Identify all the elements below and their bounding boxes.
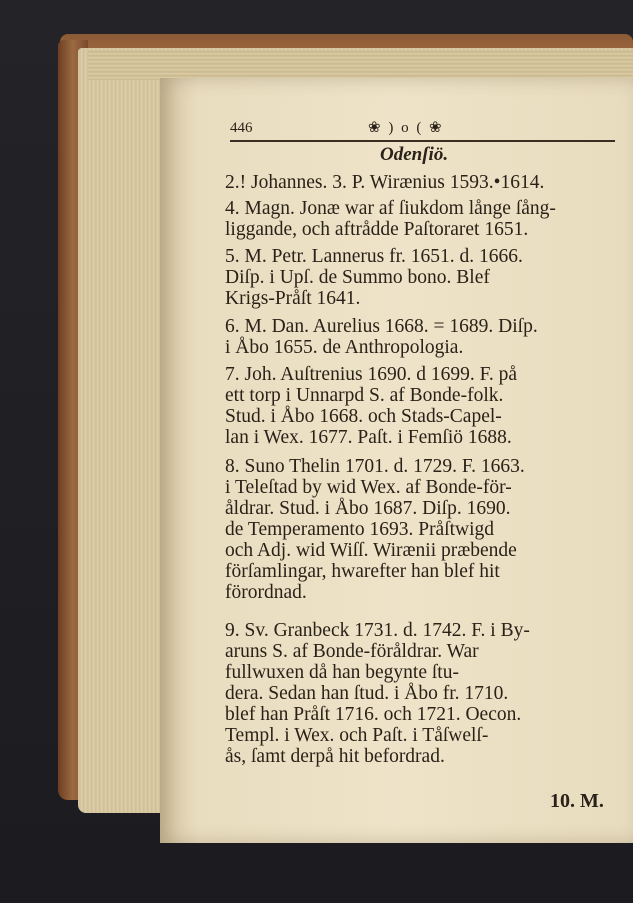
text-line: 2.! Johannes. 3. P. Wirænius 1593.•1614. bbox=[225, 172, 545, 193]
text-line: ett torp i Unnarpd S. af Bonde-folk. bbox=[225, 385, 504, 406]
text-line: fullwuxen då han begynte ſtu- bbox=[225, 662, 459, 683]
text-line: de Temperamento 1693. Pråſtwigd bbox=[225, 519, 495, 540]
catchword: 10. M. bbox=[550, 790, 604, 812]
text-line: förordnad. bbox=[225, 582, 307, 603]
running-head bbox=[230, 118, 615, 142]
text-line: blef han Pråſt 1716. och 1721. Oecon. bbox=[225, 704, 522, 725]
entry-6 bbox=[225, 316, 630, 358]
text-line: Templ. i Wex. och Paſt. i Tåſwelſ- bbox=[225, 725, 489, 746]
entry-4 bbox=[225, 198, 630, 240]
text-line: i Åbo 1655. de Anthropologia. bbox=[225, 337, 464, 358]
text-line: 4. Magn. Jonæ war af ſiukdom långe ſång- bbox=[225, 198, 556, 219]
entry-7 bbox=[225, 364, 630, 448]
text-line: aruns S. af Bonde-föråldrar. War bbox=[225, 641, 479, 662]
entry-8 bbox=[225, 456, 630, 603]
text-line: 9. Sv. Granbeck 1731. d. 1742. F. i By- bbox=[225, 620, 530, 641]
text-line: åldrar. Stud. i Åbo 1687. Diſp. 1690. bbox=[225, 498, 511, 519]
text-line: Krigs-Pråſt 1641. bbox=[225, 288, 361, 309]
entry-2 bbox=[225, 172, 630, 193]
text-line: i Teleſtad by wid Wex. af Bonde-för- bbox=[225, 477, 512, 498]
text-line: liggande, och aftrådde Paſtoraret 1651. bbox=[225, 219, 529, 240]
text-line: och Adj. wid Wiſſ. Wirænii præbende bbox=[225, 540, 517, 561]
header-rule bbox=[230, 140, 615, 142]
text-line: 7. Joh. Auſtrenius 1690. d 1699. F. på bbox=[225, 364, 518, 385]
text-line: 5. M. Petr. Lannerus fr. 1651. d. 1666. bbox=[225, 246, 523, 267]
text-line: Diſp. i Upſ. de Summo bono. Blef bbox=[225, 267, 490, 288]
text-line: Stud. i Åbo 1668. och Stads-Capel- bbox=[225, 406, 502, 427]
entry-5 bbox=[225, 246, 630, 309]
entry-9 bbox=[225, 620, 630, 767]
text-line: förſamlingar, hwarefter han blef hit bbox=[225, 561, 500, 582]
text-line: lan i Wex. 1677. Paſt. i Femſiö 1688. bbox=[225, 427, 512, 448]
text-line: 8. Suno Thelin 1701. d. 1729. F. 1663. bbox=[225, 456, 525, 477]
text-line: dera. Sedan han ſtud. i Åbo fr. 1710. bbox=[225, 683, 509, 704]
text-line: 6. M. Dan. Aurelius 1668. = 1689. Diſp. bbox=[225, 316, 538, 337]
place-title: Odenſiö. bbox=[380, 144, 449, 165]
header-ornament: ❀ ) o ( ❀ bbox=[368, 120, 444, 136]
page-number: 446 bbox=[230, 120, 253, 136]
text-line: ås, ſamt derpå hit befordrad. bbox=[225, 746, 445, 767]
